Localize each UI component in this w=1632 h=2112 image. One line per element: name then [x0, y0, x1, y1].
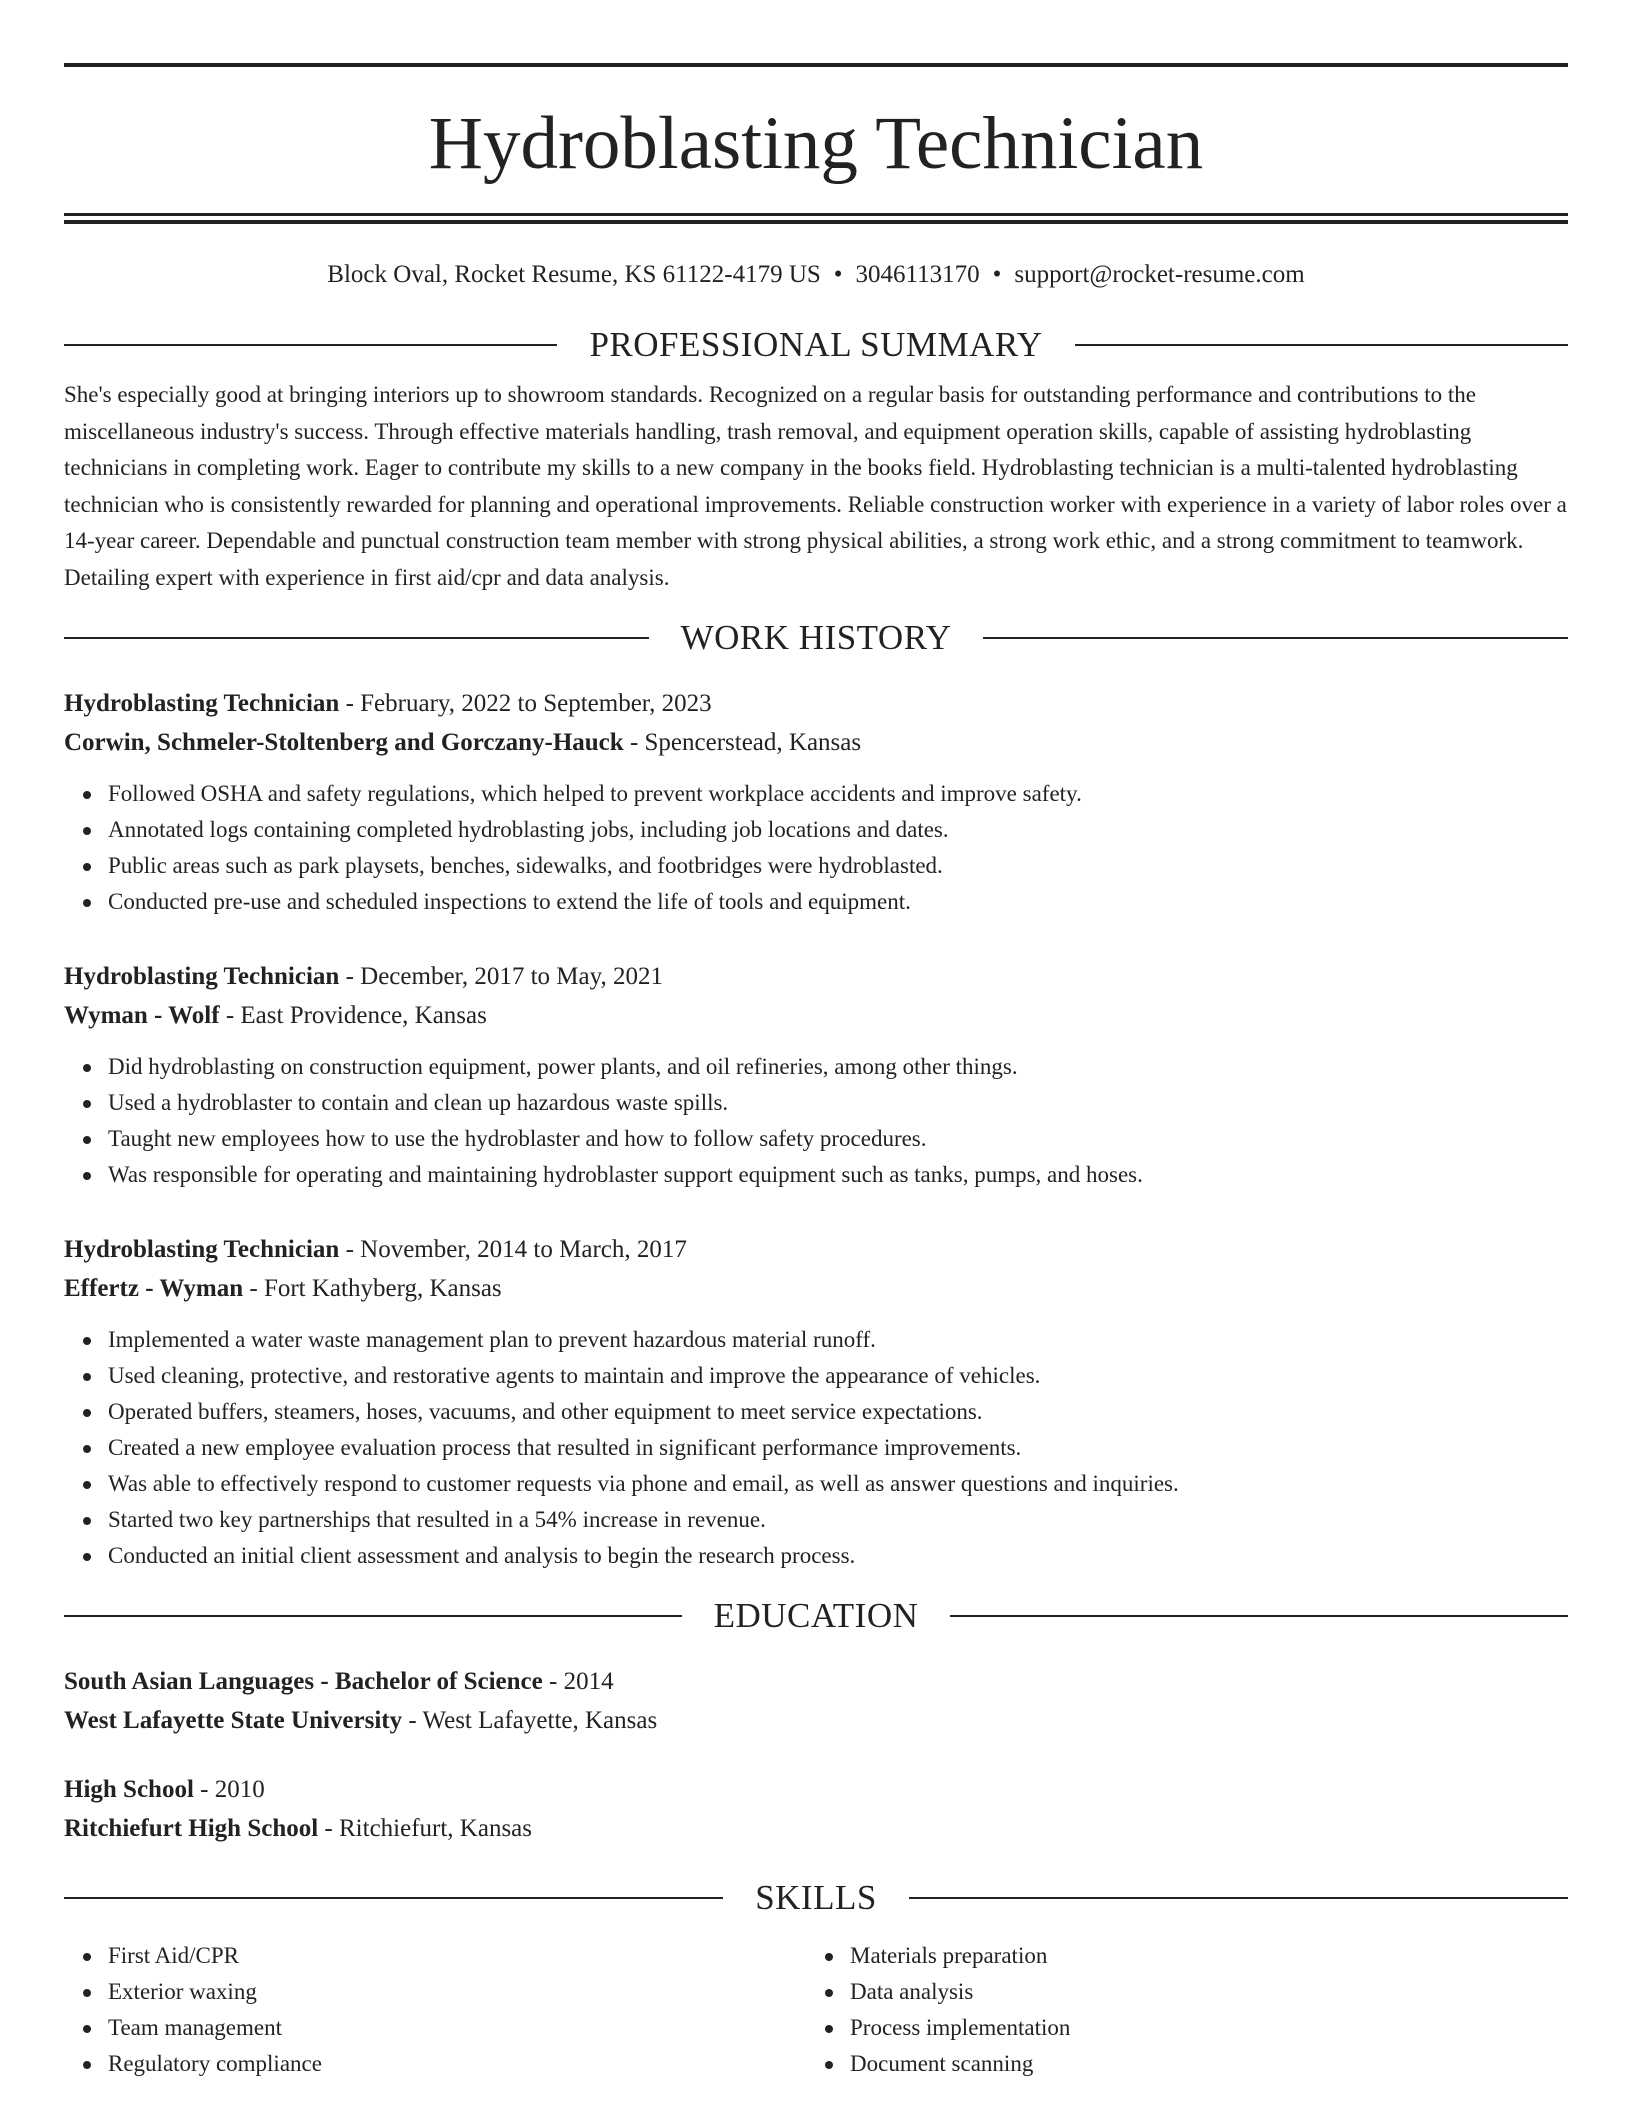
job-bullet: Used a hydroblaster to contain and clean up hazardous waste spills. — [108, 1085, 1568, 1121]
contact-email: support@rocket-resume.com — [1014, 261, 1305, 288]
job-title-line — [64, 957, 1568, 996]
job-dates: - December, 2017 to May, 2021 — [339, 963, 664, 990]
summary-text: She's especially good at bringing interiors up to showroom standards. Recognized on a regular basis for outstanding performance and contributions to the miscellaneous industry's success. Through effective materials handling, trash removal, and equipment operation skills, capable of assisting hydroblasting technicians in completing work. Eager to contribute my skills to a new company in the books field. Hydroblasting technician is a multi-talented hydroblasting technician who is consistently rewarded for planning and operational improvements. Reliable construction worker with experience in a variety of labor roles over a 14-year career. Dependable and punctual construction team member with strong physical abilities, a strong work ethic, and a strong commitment to teamwork. Detailing expert with experience in first aid/cpr and data analysis. — [64, 382, 1567, 590]
skill-item: Document scanning — [850, 2046, 1548, 2082]
skill-item: Team management — [108, 2010, 806, 2046]
job-role: Hydroblasting Technician — [64, 963, 340, 990]
education-school: Ritchiefurt High School — [64, 1815, 319, 1842]
job-bullet: Taught new employees how to use the hydroblaster and how to follow safety procedures. — [108, 1121, 1568, 1157]
job-dates: - February, 2022 to September, 2023 — [339, 690, 712, 717]
education-entry — [64, 1770, 1568, 1848]
contact-phone: 3046113170 — [855, 261, 980, 288]
education-school-line — [64, 1809, 1568, 1848]
section-rule-right — [1075, 344, 1568, 346]
job-entry — [64, 684, 1568, 920]
resume-page — [64, 0, 1568, 2082]
job-company-line — [64, 723, 1568, 762]
section-title-skills: SKILLS — [755, 1878, 877, 1917]
section-rule-right — [950, 1615, 1568, 1617]
section-header-summary — [64, 321, 1568, 369]
skill-item: Materials preparation — [850, 1938, 1548, 1974]
job-entry — [64, 1230, 1568, 1574]
education-school-line — [64, 1701, 1568, 1740]
education-entry — [64, 1662, 1568, 1740]
education-year: - 2010 — [193, 1776, 265, 1803]
job-company: Effertz - Wyman — [64, 1275, 244, 1302]
skill-item: Regulatory compliance — [108, 2046, 806, 2082]
section-rule-right — [983, 637, 1568, 639]
section-rule-left — [64, 1897, 723, 1899]
job-bullet: Conducted pre-use and scheduled inspections to extend the life of tools and equipment. — [108, 884, 1568, 920]
job-bullet: Did hydroblasting on construction equipment, power plants, and oil refineries, among other things. — [108, 1049, 1568, 1085]
job-entry — [64, 957, 1568, 1193]
section-header-education — [64, 1592, 1568, 1640]
job-bullets — [64, 1322, 1568, 1574]
education-degree-line — [64, 1662, 1568, 1701]
job-bullet: Implemented a water waste management plan to prevent hazardous material runoff. — [108, 1322, 1568, 1358]
job-bullet: Used cleaning, protective, and restorative agents to maintain and improve the appearance of vehicles. — [108, 1358, 1568, 1394]
job-title-line — [64, 684, 1568, 723]
job-bullet: Operated buffers, steamers, hoses, vacuums, and other equipment to meet service expectations. — [108, 1394, 1568, 1430]
skill-item: Data analysis — [850, 1974, 1548, 2010]
job-location: - Spencerstead, Kansas — [623, 729, 862, 756]
title-bottom-double-rule — [64, 213, 1568, 224]
education-school: West Lafayette State University — [64, 1707, 403, 1734]
job-bullet: Was responsible for operating and maintaining hydroblaster support equipment such as tanks, pumps, and hoses. — [108, 1157, 1568, 1193]
job-role: Hydroblasting Technician — [64, 1236, 340, 1263]
job-bullet: Created a new employee evaluation process that resulted in significant performance improvements. — [108, 1430, 1568, 1466]
education-location: - West Lafayette, Kansas — [402, 1707, 658, 1734]
job-bullet: Followed OSHA and safety regulations, which helped to prevent workplace accidents and improve safety. — [108, 776, 1568, 812]
job-bullet: Public areas such as park playsets, benches, sidewalks, and footbridges were hydroblasted. — [108, 848, 1568, 884]
education-year: - 2014 — [542, 1668, 614, 1695]
resume-title: Hydroblasting Technician — [428, 102, 1204, 185]
section-rule-left — [64, 1615, 682, 1617]
skill-item: Exterior waxing — [108, 1974, 806, 2010]
contact-separator: • — [992, 261, 1002, 288]
education-list — [64, 1662, 1568, 1848]
section-header-work — [64, 614, 1568, 662]
contact-line — [64, 259, 1568, 291]
skills-column-right — [806, 1938, 1548, 2082]
contact-separator: • — [833, 261, 843, 288]
job-company: Corwin, Schmeler-Stoltenberg and Gorczany-Hauck — [64, 729, 624, 756]
education-degree: High School — [64, 1776, 194, 1803]
skill-item: First Aid/CPR — [108, 1938, 806, 1974]
job-bullets — [64, 776, 1568, 920]
job-role: Hydroblasting Technician — [64, 690, 340, 717]
job-location: - East Providence, Kansas — [219, 1002, 487, 1029]
section-rule-right — [909, 1897, 1568, 1899]
section-header-skills — [64, 1874, 1568, 1922]
section-rule-left — [64, 344, 557, 346]
section-title-summary: PROFESSIONAL SUMMARY — [589, 325, 1043, 364]
section-title-work: WORK HISTORY — [680, 618, 952, 657]
job-company-line — [64, 996, 1568, 1035]
education-degree-line — [64, 1770, 1568, 1809]
section-rule-left — [64, 637, 649, 639]
job-dates: - November, 2014 to March, 2017 — [339, 1236, 687, 1263]
work-history-list — [64, 684, 1568, 1574]
section-title-education: EDUCATION — [713, 1596, 919, 1635]
skills-column-left — [64, 1938, 806, 2082]
job-company-line — [64, 1269, 1568, 1308]
job-title-line — [64, 1230, 1568, 1269]
job-bullet: Started two key partnerships that resulted in a 54% increase in revenue. — [108, 1502, 1568, 1538]
title-top-rule — [64, 63, 1568, 67]
skills-grid — [64, 1938, 1568, 2082]
education-degree: South Asian Languages - Bachelor of Science — [64, 1668, 543, 1695]
skill-item: Process implementation — [850, 2010, 1548, 2046]
job-location: - Fort Kathyberg, Kansas — [243, 1275, 502, 1302]
job-bullet: Was able to effectively respond to customer requests via phone and email, as well as answer questions and inquiries. — [108, 1466, 1568, 1502]
education-location: - Ritchiefurt, Kansas — [318, 1815, 533, 1842]
contact-address: Block Oval, Rocket Resume, KS 61122-4179 US — [327, 261, 821, 288]
job-bullet: Conducted an initial client assessment and analysis to begin the research process. — [108, 1538, 1568, 1574]
job-company: Wyman - Wolf — [64, 1002, 220, 1029]
job-bullet: Annotated logs containing completed hydroblasting jobs, including job locations and dates. — [108, 812, 1568, 848]
job-bullets — [64, 1049, 1568, 1193]
